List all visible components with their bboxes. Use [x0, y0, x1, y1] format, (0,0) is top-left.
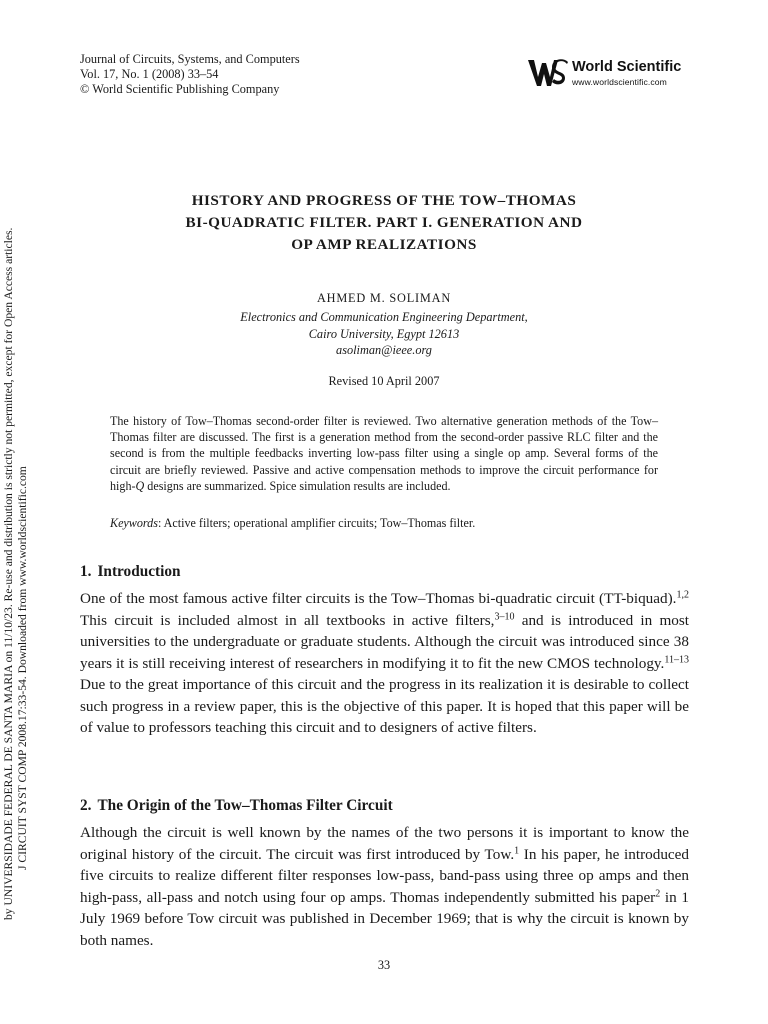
author-email: asoliman@ieee.org	[336, 343, 432, 357]
journal-copyright: © World Scientific Publishing Company	[80, 82, 280, 96]
journal-name: Journal of Circuits, Systems, and Computers	[80, 52, 300, 66]
revised-date: Revised 10 April 2007	[328, 374, 440, 388]
text-run: and is introduced in most universities to the undergraduate or graduate students. Although the circuit was introduced since 38 years it is still receiving interest of researchers in modifying it to fit the new CMOS technology.	[80, 611, 690, 672]
text-run: Although the circuit is well known by the names of the two persons it is important to know the original history of the circuit. The circuit was first introduced by Tow.	[80, 824, 689, 863]
affiliation-university: Cairo University, Egypt 12613	[308, 326, 460, 341]
title-line-1: HISTORY AND PROGRESS OF THE TOW–THOMAS	[191, 192, 577, 209]
citation[interactable]: 1,2	[676, 589, 689, 601]
download-notice-line-1: J CIRCUIT SYST COMP 2008.17:33-54. Downloaded from www.worldscientific.com	[16, 466, 29, 870]
section-number: 1.	[80, 563, 92, 580]
citation[interactable]: 1	[514, 844, 520, 856]
world-scientific-logo-icon	[527, 55, 569, 89]
citation[interactable]: 3–10	[494, 610, 515, 622]
keywords-separator: :	[157, 516, 164, 530]
keywords	[110, 516, 658, 531]
keywords-text: Active filters; operational amplifier circuits; Tow–Thomas filter.	[163, 516, 476, 530]
text-run: In his paper, he introduced five circuits to realize different filter responses low-pass, band-pass using three op amps and then high-pass, all-pass and notch using four op amps. Thomas independently submitted his paper	[80, 845, 689, 906]
page-number: 33	[377, 958, 391, 972]
abstract	[110, 413, 658, 494]
section-heading-introduction	[80, 563, 181, 581]
abstract-text-end: designs are summarized. Spice simulation results are included.	[144, 478, 451, 493]
paragraph	[80, 588, 689, 739]
text-run: This circuit is included almost in all textbooks in active filters,	[80, 611, 495, 629]
section-title: Introduction	[97, 563, 181, 580]
journal-header	[80, 52, 300, 97]
section-body-introduction	[80, 588, 689, 739]
text-run: One of the most famous active filter circuits is the Tow–Thomas bi-quadratic circuit (TT-biquad).	[80, 590, 677, 607]
title-line-2: BI-QUADRATIC FILTER. PART I. GENERATION AND	[185, 214, 583, 231]
citation[interactable]: 11–13	[664, 653, 689, 665]
section-number: 2.	[80, 797, 92, 814]
title-line-3: OP AMP REALIZATIONS	[291, 236, 477, 253]
section-body-origin	[80, 822, 689, 951]
publisher-logo	[527, 55, 697, 91]
author-name: AHMED M. SOLIMAN	[316, 291, 452, 305]
author-affiliation	[0, 309, 768, 359]
text-run: in 1 July 1969 before Tow circuit was published in December 1969; that is why the circuit is known by both names.	[80, 888, 689, 949]
journal-volume: Vol. 17, No. 1 (2008) 33–54	[80, 67, 219, 81]
publisher-name: World Scientific	[572, 59, 682, 75]
abstract-text: The history of Tow–Thomas second-order filter is reviewed. Two alternative generation methods of the Tow–Thomas filter are discussed. The first is a generation method from the second-order passive RLC filter and the second is from the multiple feedbacks inverting low-pass filter using a single op amp. Several forms of the circuit are briefly reviewed. Passive and active compensation methods to improve the circuit performance for high-	[110, 414, 658, 493]
paper-title	[100, 190, 668, 256]
section-title: The Origin of the Tow–Thomas Filter Circuit	[97, 797, 393, 814]
publisher-url: www.worldscientific.com	[572, 77, 667, 87]
citation[interactable]: 2	[655, 887, 661, 899]
keywords-label: Keywords	[110, 516, 158, 530]
abstract-q-symbol: Q	[135, 478, 145, 493]
affiliation-department: Electronics and Communication Engineering Department,	[240, 310, 528, 324]
text-run: Due to the great importance of this circuit and the progress in its realization it is desirable to collect such progress in a review paper, this is the objective of this paper. It is hoped that this paper will be of value to professors teaching this circuit and to designers of active filters.	[80, 676, 689, 736]
paragraph	[80, 822, 689, 951]
download-notice-line-2: by UNIVERSIDADE FEDERAL DE SANTA MARIA on 11/10/23. Re-use and distribution is strictly not permitted, except for Open Access articles.	[2, 227, 15, 920]
section-heading-origin	[80, 797, 393, 815]
